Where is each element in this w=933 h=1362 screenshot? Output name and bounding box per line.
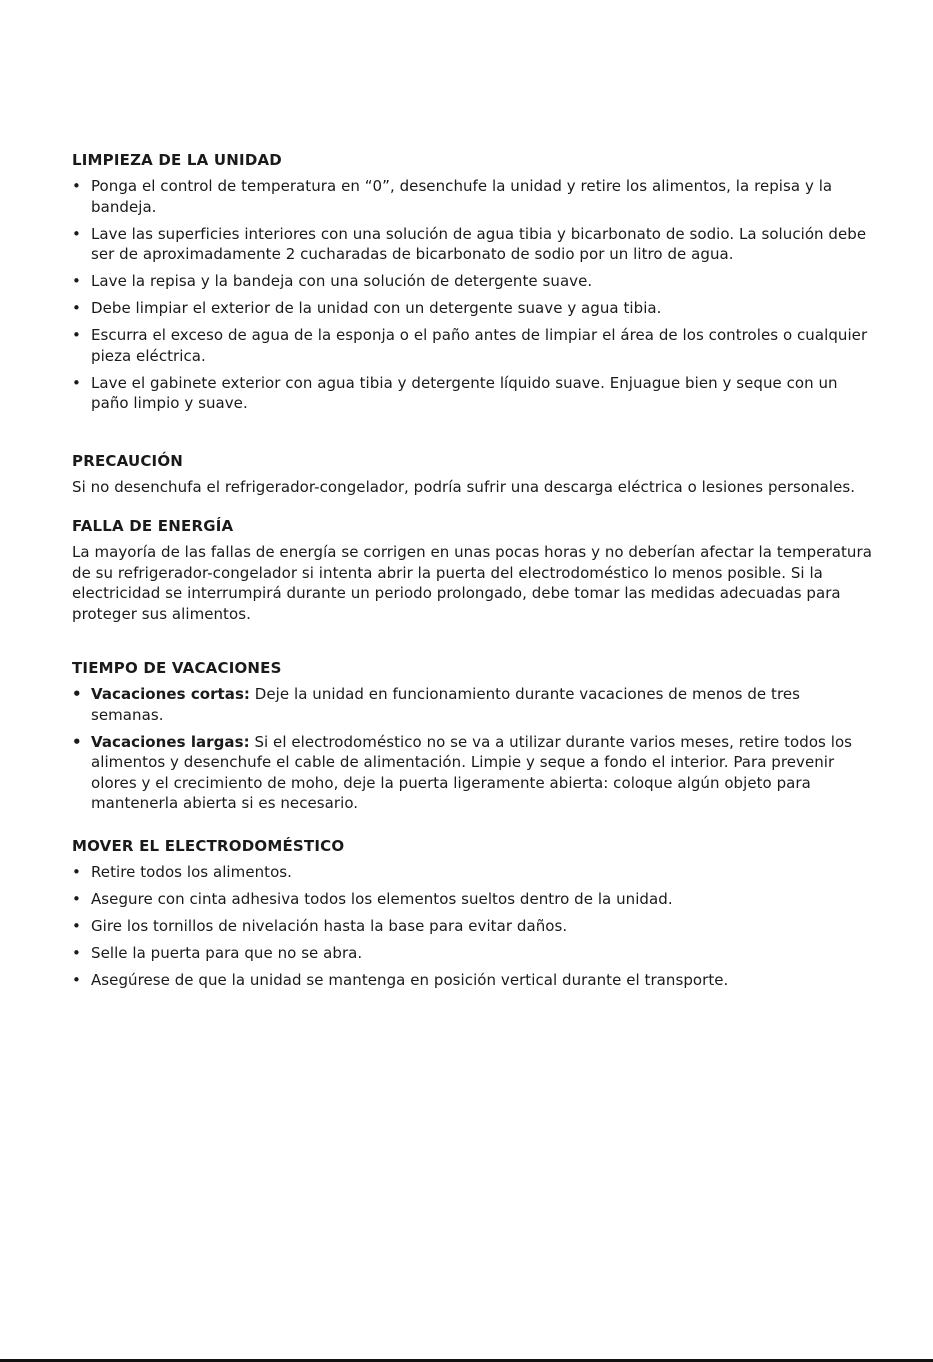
bullet-icon: • — [72, 970, 81, 989]
list-item-text: Deje la unidad en funcionamiento durante vacaciones de menos de tres semanas. — [91, 685, 800, 724]
section-vacation — [72, 658, 872, 814]
list-item-text: Escurra el exceso de agua de la esponja o el paño antes de limpiar el área de los controles o cualquier pieza eléctrica. — [91, 326, 868, 365]
list-item-text: Debe limpiar el exterior de la unidad con un detergente suave y agua tibia. — [91, 299, 662, 317]
list-item-text: Gire los tornillos de nivelación hasta la base para evitar daños. — [91, 916, 568, 935]
power-failure-text: La mayoría de las fallas de energía se corrigen en unas pocas horas y no deberían afectar la temperatura de su refrigerador-congelador si intenta abrir la puerta del electrodoméstico lo menos posible. Si la electricidad se interrumpirá durante un periodo prolongado, debe tomar las medidas adecuadas para proteger sus alimentos. — [72, 543, 872, 623]
bullet-icon: • — [72, 685, 82, 703]
list-item-lead: Vacaciones cortas: — [91, 685, 250, 703]
list-item — [72, 916, 872, 937]
list-item — [72, 224, 872, 265]
bullet-icon: • — [72, 943, 81, 962]
bullet-icon: • — [72, 299, 81, 317]
list-item-text: Si el electrodoméstico no se va a utilizar durante varios meses, retire todos los alimentos y desenchufe el cable de alimentación. Limpie y seque a fondo el interior. Para prevenir olores y el crecimiento de moho, deje la puerta ligeramente abierta: coloque algún objeto para mantenerla abierta si es necesario. — [91, 732, 853, 812]
section-moving — [72, 836, 872, 991]
section-power-failure — [72, 516, 872, 624]
list-item — [72, 732, 872, 814]
list-item-lead: Vacaciones largas: — [91, 732, 250, 751]
list-item-text: Ponga el control de temperatura en “0”, desenchufe la unidad y retire los alimentos, la repisa y la bandeja. — [91, 177, 833, 216]
section-heading: PRECAUCIÓN — [72, 451, 184, 470]
bullet-icon: • — [72, 862, 81, 881]
section-heading: TIEMPO DE VACACIONES — [72, 659, 282, 677]
list-item-text: Lave las superficies interiores con una solución de agua tibia y bicarbonato de sodio. La solución debe ser de aproximadamente 2 cucharadas de bicarbonato de sodio por un litro de agua. — [91, 224, 867, 263]
list-item-text: Selle la puerta para que no se abra. — [91, 943, 363, 962]
list-item — [72, 298, 872, 319]
list-item — [72, 684, 872, 725]
document-page — [72, 150, 872, 997]
section-caution — [72, 451, 872, 498]
list-item-text: Asegure con cinta adhesiva todos los elementos sueltos dentro de la unidad. — [91, 889, 673, 908]
list-item — [72, 325, 872, 366]
bullet-icon: • — [72, 224, 81, 243]
list-item-text: Lave la repisa y la bandeja con una solución de detergente suave. — [91, 272, 593, 290]
list-item-text: Asegúrese de que la unidad se mantenga en posición vertical durante el transporte. — [91, 970, 729, 989]
section-heading: MOVER EL ELECTRODOMÉSTICO — [72, 836, 345, 855]
caution-text: Si no desenchufa el refrigerador-congelador, podría sufrir una descarga eléctrica o lesiones personales. — [72, 477, 856, 496]
section-cleaning — [72, 150, 872, 414]
bullet-icon: • — [72, 272, 81, 290]
bullet-icon: • — [72, 916, 81, 935]
section-heading: LIMPIEZA DE LA UNIDAD — [72, 151, 282, 169]
bullet-icon: • — [72, 373, 81, 392]
list-item-text: Lave el gabinete exterior con agua tibia y detergente líquido suave. Enjuague bien y seque con un paño limpio y suave. — [91, 373, 838, 412]
list-item-text: Retire todos los alimentos. — [91, 862, 292, 881]
bullet-icon: • — [72, 889, 81, 908]
list-item — [72, 271, 872, 292]
bullet-icon: • — [72, 326, 81, 344]
bullet-icon: • — [72, 177, 81, 195]
list-item — [72, 889, 872, 910]
list-item — [72, 943, 872, 964]
list-item — [72, 970, 872, 991]
bullet-list — [72, 176, 872, 414]
list-item — [72, 176, 872, 217]
list-item — [72, 862, 872, 883]
section-heading: FALLA DE ENERGÍA — [72, 517, 234, 535]
list-item — [72, 373, 872, 414]
bullet-list — [72, 684, 872, 814]
bullet-icon: • — [72, 732, 82, 751]
bullet-list — [72, 862, 872, 991]
